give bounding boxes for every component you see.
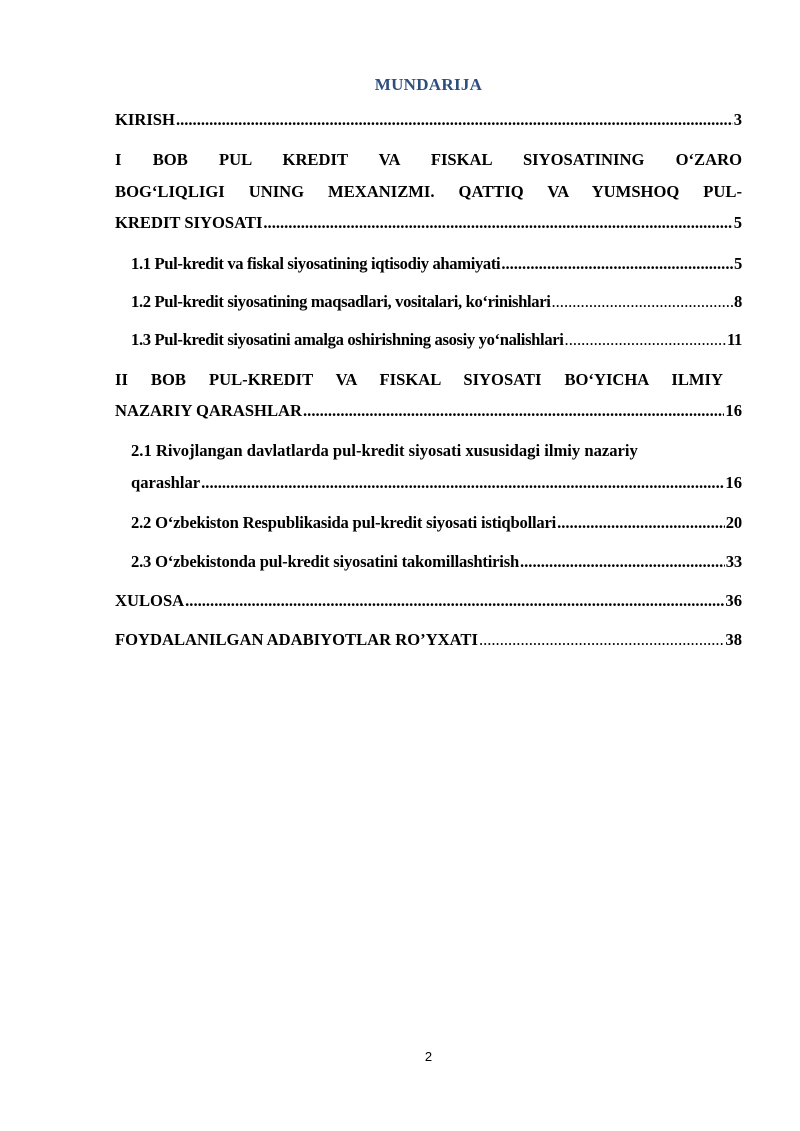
toc-entry-label: FOYDALANILGAN ADABIYOTLAR RO’YXATI bbox=[115, 630, 478, 649]
toc-entry-line: BOG‘LIQLIGI UNING MEXANIZMI. QATTIQ VA YUMSHOQ PUL- bbox=[115, 182, 742, 201]
toc-entry-bibliography[interactable] bbox=[115, 630, 742, 649]
toc-entry-xulosa[interactable] bbox=[115, 591, 742, 610]
toc-page-number: 3 bbox=[733, 110, 742, 129]
toc-entry-chapter-2[interactable] bbox=[115, 370, 742, 420]
toc-entry-label: NAZARIY QARASHLAR bbox=[115, 401, 303, 420]
toc-page-number: 20 bbox=[725, 513, 742, 532]
dot-leader bbox=[185, 591, 724, 610]
toc-entry-label: 2.3 O‘zbekistonda pul-kredit siyosatini takomillashtirish bbox=[131, 552, 519, 571]
toc-page-number: 5 bbox=[733, 213, 742, 232]
toc-entry-label: qarashlar bbox=[131, 473, 201, 492]
toc-entry-chapter-1[interactable] bbox=[115, 150, 742, 232]
toc-entry-section-2-2[interactable] bbox=[131, 513, 742, 532]
toc-entry-kirish[interactable] bbox=[115, 110, 742, 129]
toc-entry-section-2-3[interactable] bbox=[131, 552, 742, 571]
toc-entry-section-1-1[interactable] bbox=[131, 254, 742, 273]
toc-entry-label: KIRISH bbox=[115, 110, 175, 129]
dot-leader bbox=[552, 292, 734, 311]
toc-entry-line: 2.1 Rivojlangan davlatlarda pul-kredit siyosati xususidagi ilmiy nazariy bbox=[131, 441, 638, 460]
toc-page-number: 36 bbox=[725, 591, 742, 610]
toc-entry-section-1-2[interactable] bbox=[131, 292, 742, 311]
dot-leader bbox=[479, 630, 724, 649]
toc-entry-section-1-3[interactable] bbox=[131, 330, 742, 349]
toc-page-number: 16 bbox=[725, 473, 742, 492]
toc-page-number: 38 bbox=[725, 630, 742, 649]
toc-entry-line: II BOB PUL-KREDIT VA FISKAL SIYOSATI BO‘YICHA ILMIY bbox=[115, 370, 723, 389]
toc-entry-label: XULOSA bbox=[115, 591, 185, 610]
toc-page-number: 8 bbox=[734, 292, 742, 311]
dot-leader bbox=[303, 401, 724, 420]
toc-page-number: 11 bbox=[727, 330, 742, 349]
dot-leader bbox=[263, 213, 732, 232]
toc-entry-label: 1.3 Pul-kredit siyosatini amalga oshirishning asosiy yo‘nalishlari bbox=[131, 330, 564, 349]
toc-entry-label: 1.1 Pul-kredit va fiskal siyosatining iqtisodiy ahamiyati bbox=[131, 254, 501, 273]
toc-entry-label: 1.2 Pul-kredit siyosatining maqsadlari, vositalari, ko‘rinishlari bbox=[131, 292, 551, 311]
dot-leader bbox=[201, 473, 724, 492]
toc-entry-label: KREDIT SIYOSATI bbox=[115, 213, 263, 232]
dot-leader bbox=[557, 513, 725, 532]
toc-entry-section-2-1[interactable] bbox=[131, 441, 742, 492]
toc-entry-line: I BOB PUL KREDIT VA FISKAL SIYOSATINING O‘ZARO bbox=[115, 150, 742, 169]
toc-page-number: 5 bbox=[734, 254, 742, 273]
page-number-footer: 2 bbox=[424, 1049, 433, 1064]
toc-page-number: 16 bbox=[725, 401, 742, 420]
dot-leader bbox=[520, 552, 725, 571]
toc-page-number: 33 bbox=[725, 552, 742, 571]
dot-leader bbox=[501, 254, 733, 273]
dot-leader bbox=[176, 110, 733, 129]
toc-entry-label: 2.2 O‘zbekiston Respublikasida pul-kredit siyosati istiqbollari bbox=[131, 513, 557, 532]
dot-leader bbox=[565, 330, 726, 349]
toc-title: MUNDARIJA bbox=[374, 75, 483, 94]
